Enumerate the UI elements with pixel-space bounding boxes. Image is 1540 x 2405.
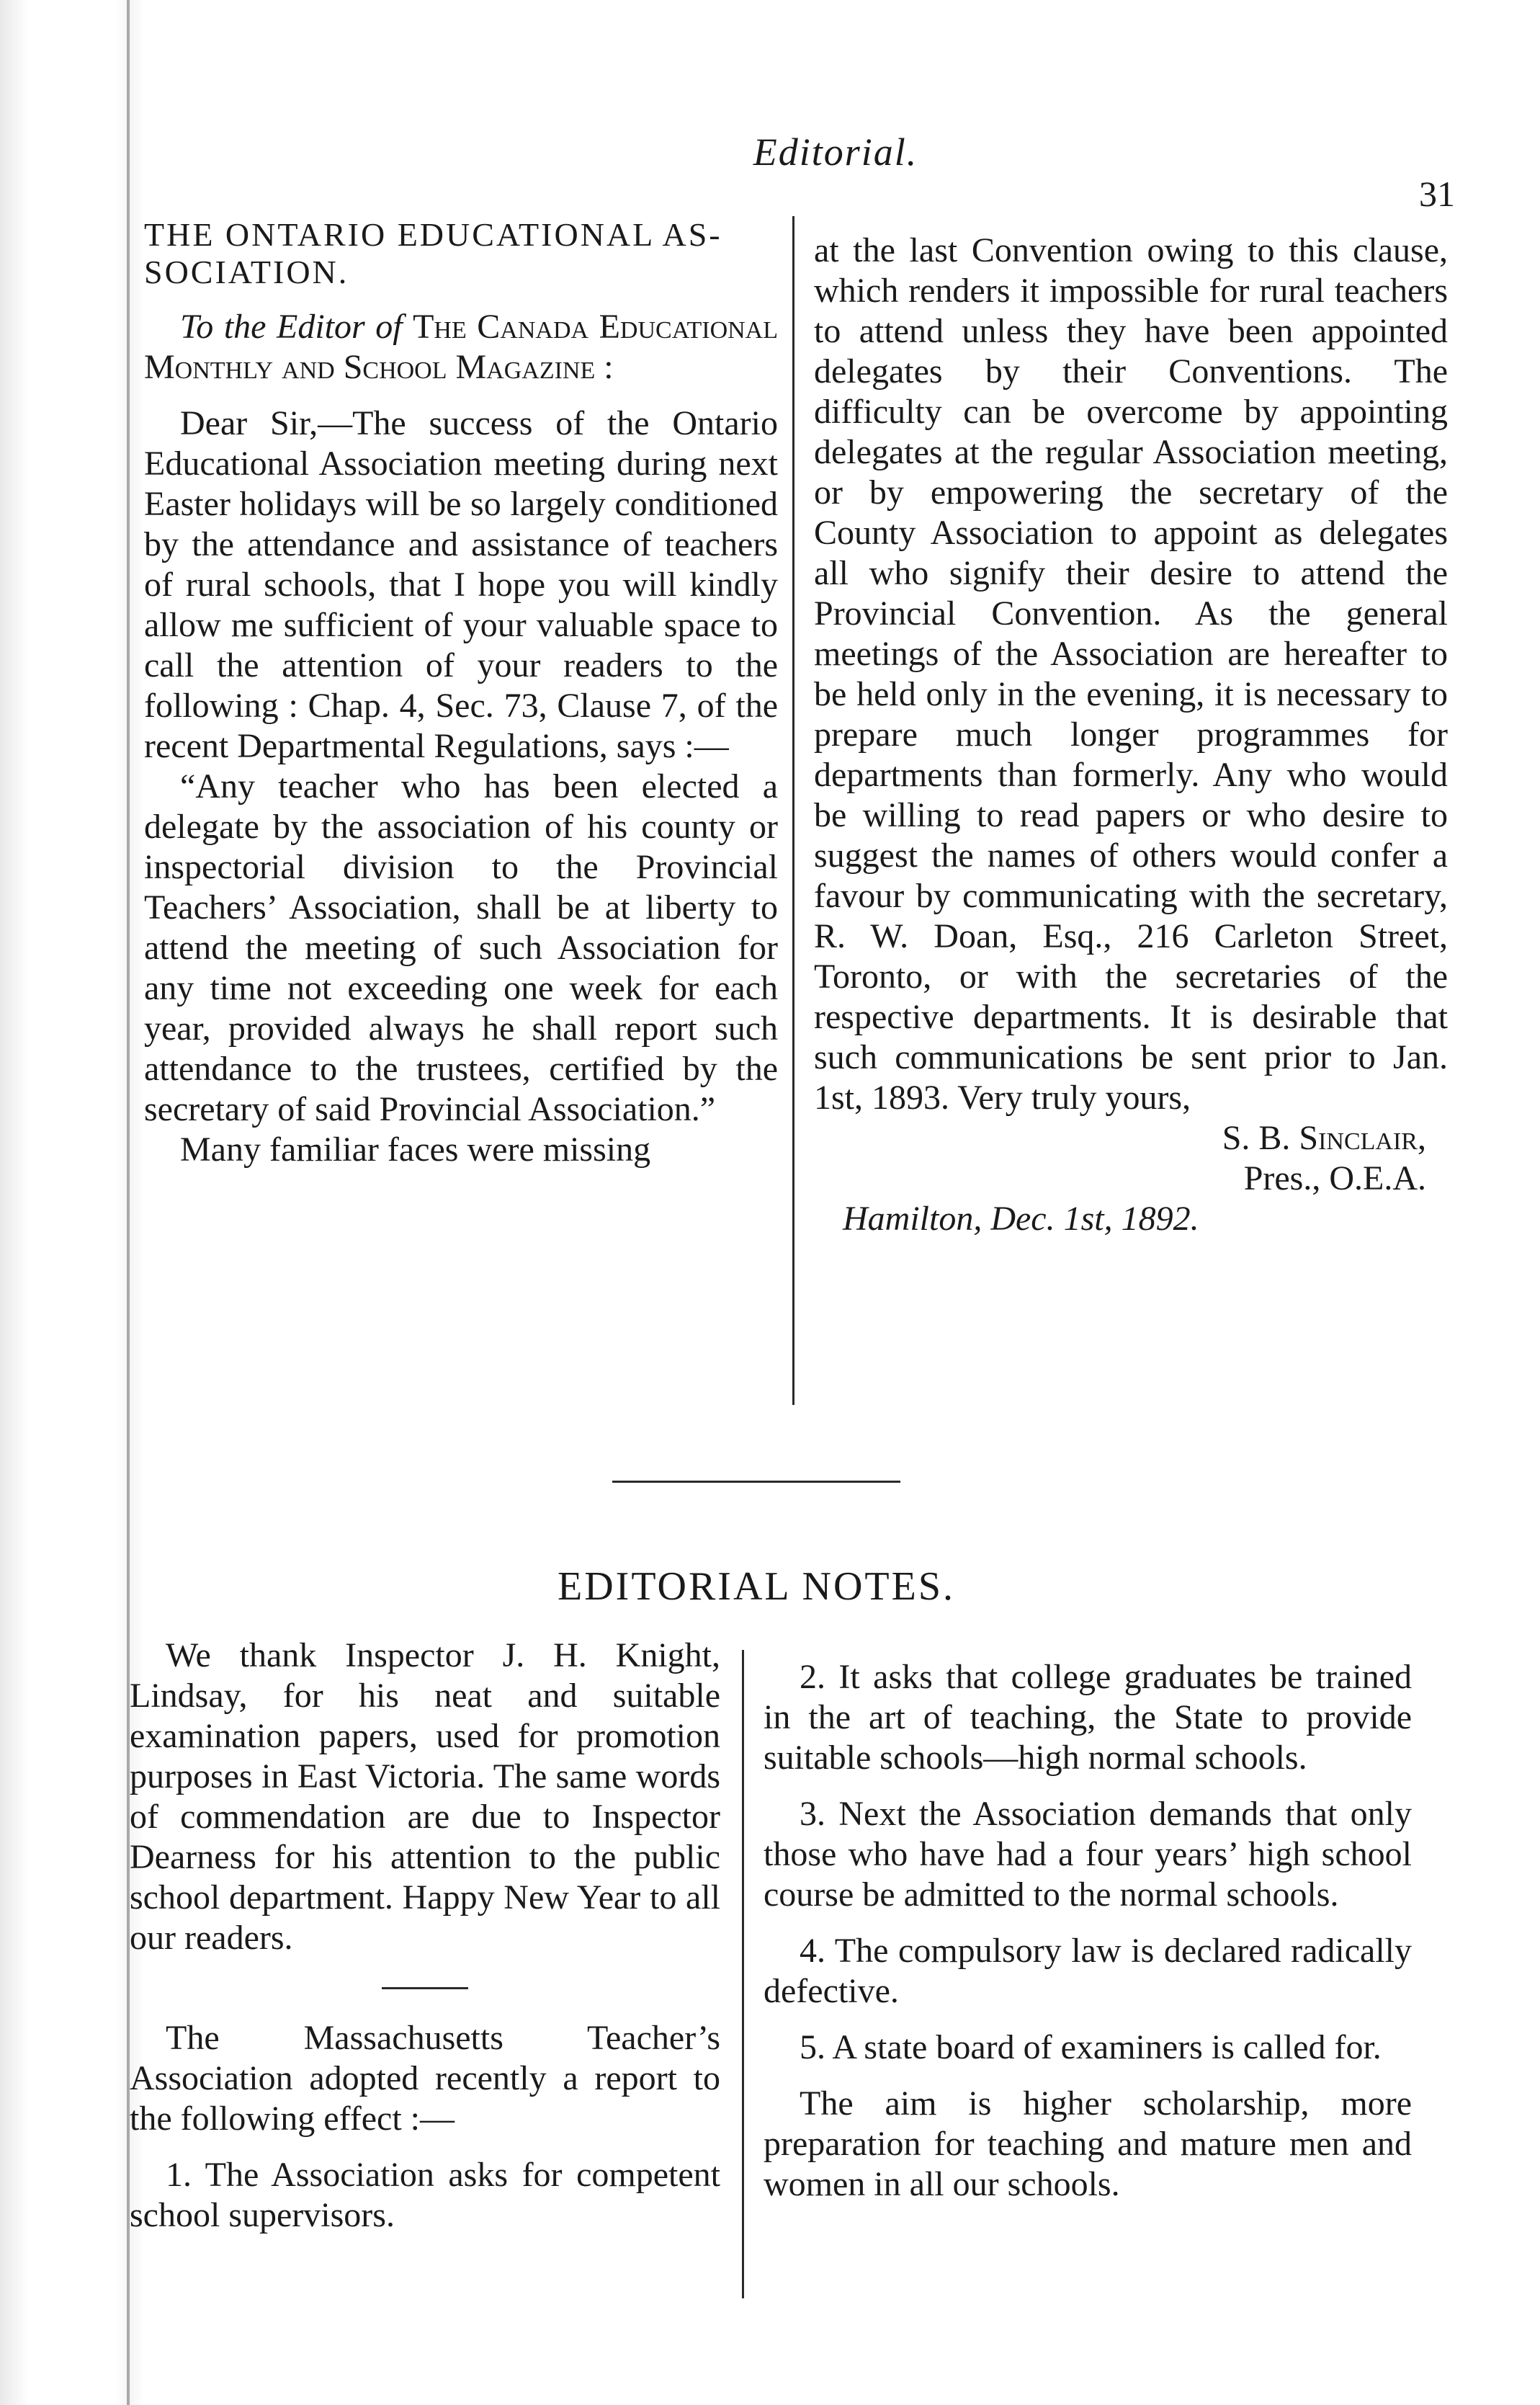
letter-paragraph: Many familiar faces were missing <box>180 1130 651 1169</box>
letter-heading-line1: THE ONTARIO EDUCATIONAL AS- <box>144 216 722 253</box>
letter-address-publication: The Canada Educational Monthly and School Magazine : <box>144 308 779 386</box>
notes-right-column <box>764 1657 1412 2205</box>
section-divider <box>612 1481 900 1483</box>
note-list-item: 4. The compulsory law is declared radically defective. <box>764 1932 1412 2010</box>
letter-address <box>144 307 778 388</box>
editorial-notes-title: EDITORIAL NOTES. <box>558 1564 955 1609</box>
note-paragraph: The Massachusetts Teacher’s Association adopted recently a report to the following effect :— <box>130 2019 720 2138</box>
letter-heading <box>144 216 778 291</box>
signature-name: S. B. Sinclair, <box>1222 1119 1426 1157</box>
running-head: Editorial. <box>753 130 918 174</box>
signature-title: Pres., O.E.A. <box>1243 1159 1426 1197</box>
letter-address-to: To the Editor of <box>180 308 403 346</box>
column-divider <box>742 1650 744 2298</box>
note-list-item: 3. Next the Association demands that only those who have had a four years’ high school course be admitted to the normal schools. <box>764 1795 1412 1914</box>
regulation-quote: “Any teacher who has been elected a delegate by the association of his county or inspectorial division to the Provincial Teachers’ Association, shall be at liberty to attend the meeting of such Association for any time not exceeding one week for each year, provided always he shall report such attendance to the trustees, certified by the secretary of said Provincial Association.” <box>144 767 778 1128</box>
scan-margin-shadow <box>0 0 144 2405</box>
note-paragraph: The aim is higher scholarship, more preparation for teaching and mature men and women in all our schools. <box>764 2084 1412 2203</box>
letter-paragraph: at the last Convention owing to this clause, which renders it impossible for rural teachers to attend unless they have been appointed delegates by their Conventions. The difficulty can be overcome by appointing delegates at the regular Association meeting, or by empowering the secretary of the County Association to appoint as delegates all who signify their desire to attend the Provincial Convention. As the general meetings of the Association are hereafter to be held only in the evening, it is necessary to prepare much longer programmes for departments than formerly. Any who would be willing to read papers or who desire to suggest the names of others would confer a favour by communicating with the secretary, R. W. Doan, Esq., 216 Carleton Street, Toronto, or with the secretaries of the respective departments. It is desirable that such communications be sent prior to Jan. 1st, 1893. Very truly yours, <box>814 231 1448 1117</box>
note-list-item: 2. It asks that college graduates be trained in the art of teaching, the State to provide suitable schools—high normal schools. <box>764 1658 1412 1777</box>
letter-heading-line2: SOCIATION. <box>144 254 349 290</box>
note-paragraph: We thank Inspector J. H. Knight, Lindsay, for his neat and suitable examination papers, used for promotion purposes in East Victoria. The same words of commendation are due to Inspector Dearness for his attention to the public school department. Happy New Year to all our readers. <box>130 1636 720 1957</box>
letter-paragraph: Dear Sir,—The success of the Ontario Educational Association meeting during next Easter holidays will be so largely conditioned by the attendance and assistance of teachers of rural schools, that I hope you will kindly allow me sufficient of your valuable space to call the attention of your readers to the following : Chap. 4, Sec. 73, Clause 7, of the recent Departmental Regulations, says :— <box>144 404 778 765</box>
column-divider <box>792 216 794 1405</box>
letter-left-column <box>144 216 778 1170</box>
note-list-item: 5. A state board of examiners is called for. <box>800 2028 1382 2066</box>
short-divider <box>382 1987 468 1989</box>
letter-right-column <box>814 231 1448 1239</box>
letter-dateline: Hamilton, Dec. 1st, 1892. <box>843 1200 1199 1238</box>
note-list-item: 1. The Association asks for competent school supervisors. <box>130 2156 720 2234</box>
page-number: 31 <box>1419 174 1455 214</box>
notes-left-column <box>130 1636 720 2236</box>
